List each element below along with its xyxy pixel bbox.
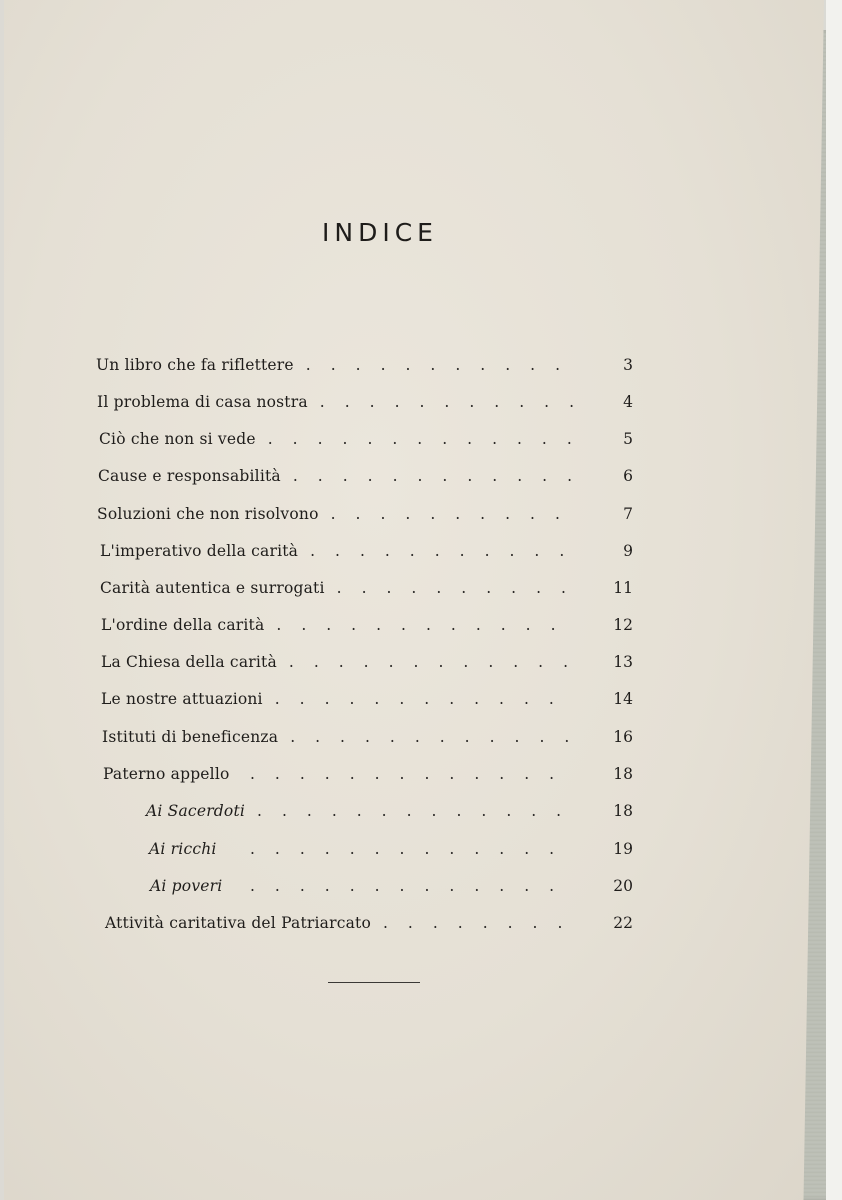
- toc-entry: [100, 579, 633, 609]
- toc-entry-page-number: 18: [613, 765, 633, 783]
- toc-entry-page-number: 22: [613, 914, 633, 932]
- dot-leader: ...........: [310, 542, 585, 560]
- dot-leader: .............: [250, 877, 575, 895]
- toc-entry-label: Soluzioni che non risolvono: [97, 505, 319, 523]
- toc-entry-label: La Chiesa della carità: [101, 653, 277, 671]
- toc-entry: [101, 653, 633, 683]
- toc-entry: [103, 765, 633, 795]
- toc-entry: [96, 356, 633, 386]
- dot-leader: ............: [288, 653, 589, 671]
- page-title: INDICE: [322, 218, 438, 247]
- toc-entry-label: Attività caritativa del Patriarcato: [105, 914, 371, 932]
- dot-leader: ...........: [305, 356, 580, 374]
- dot-leader: ..........: [336, 579, 586, 597]
- toc-entry-page-number: 4: [623, 393, 633, 411]
- toc-entry-page-number: 3: [623, 356, 633, 374]
- toc-entry-page-number: 19: [613, 840, 633, 858]
- toc-entry: [97, 393, 633, 423]
- dot-leader: .............: [257, 802, 582, 820]
- dot-leader: ...........: [319, 393, 594, 411]
- toc-entry-label: Carità autentica e surrogati: [100, 579, 325, 597]
- dot-leader: .............: [250, 765, 575, 783]
- toc-entry-page-number: 9: [623, 542, 633, 560]
- toc-entry-page-number: 6: [623, 467, 633, 485]
- toc-entry: [100, 542, 633, 572]
- toc-entry-page-number: 20: [613, 877, 633, 895]
- dot-leader: ............: [276, 616, 576, 634]
- toc-entry-label: L'imperativo della carità: [100, 542, 299, 560]
- dot-leader: ............: [274, 690, 574, 708]
- toc-entry: [102, 728, 633, 758]
- toc-entry-page-number: 14: [613, 690, 633, 708]
- toc-entry-label: Un libro che fa riflettere: [96, 356, 294, 374]
- toc-entry: [101, 616, 633, 646]
- toc-entry: [99, 430, 633, 460]
- toc-entry: [98, 467, 633, 497]
- toc-entry-label: Ai ricchi: [149, 840, 217, 858]
- toc-entry-label: L'ordine della carità: [101, 616, 265, 634]
- toc-entry-label: Il problema di casa nostra: [97, 393, 308, 411]
- toc-entry: [149, 840, 633, 870]
- toc-entry-label: Istituti di beneficenza: [102, 728, 279, 746]
- toc-entry-page-number: 18: [613, 802, 633, 820]
- dot-leader: ..........: [330, 505, 580, 523]
- toc-entry-label: Paterno appello: [103, 765, 230, 783]
- dot-leader: .............: [250, 840, 575, 858]
- toc-entry-page-number: 11: [613, 579, 633, 597]
- dot-leader: ........: [383, 914, 583, 932]
- closing-rule: [328, 982, 420, 983]
- toc-entry-page-number: 12: [613, 616, 633, 634]
- toc-entry-label: Cause e responsabilità: [98, 467, 281, 485]
- toc-entry: [105, 914, 633, 944]
- dot-leader: ............: [292, 467, 592, 485]
- toc-entry-page-number: 13: [613, 653, 633, 671]
- toc-entry: [150, 877, 633, 907]
- toc-entry-page-number: 16: [613, 728, 633, 746]
- toc-entry-label: Le nostre attuazioni: [101, 690, 263, 708]
- toc-entry-page-number: 5: [623, 430, 633, 448]
- dot-leader: ............: [290, 728, 590, 746]
- dot-leader: .............: [267, 430, 592, 448]
- toc-entry-label: Ai Sacerdoti: [146, 802, 246, 820]
- toc-entry-page-number: 7: [623, 505, 633, 523]
- toc-entry-label: Ciò che non si vede: [99, 430, 256, 448]
- toc-entry: [97, 505, 633, 535]
- toc-entry-label: Ai poveri: [150, 877, 223, 895]
- toc-entry: [101, 690, 633, 720]
- toc-entry: [146, 802, 633, 832]
